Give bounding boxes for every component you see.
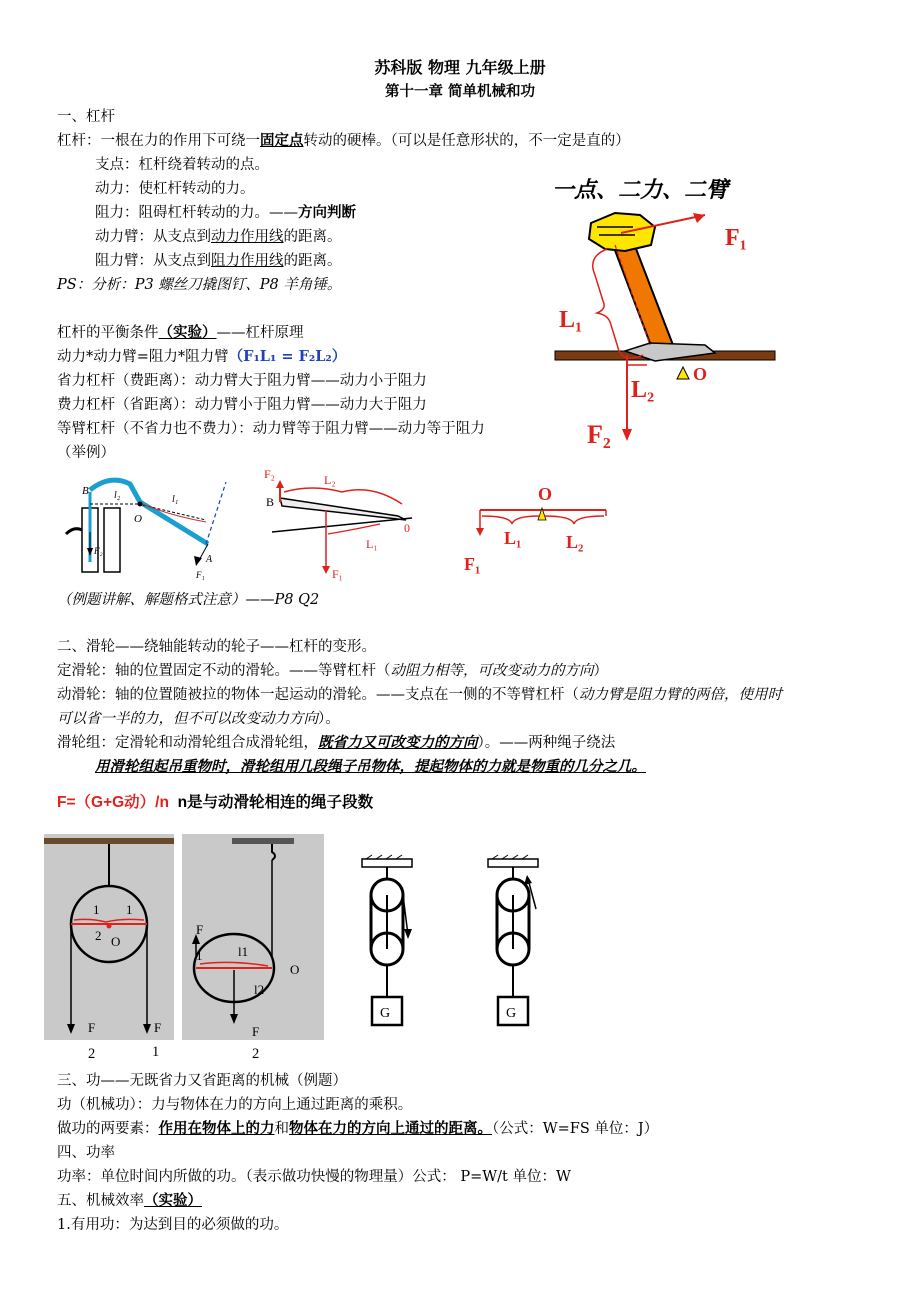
arm-lever-figure: [555, 205, 775, 455]
fixed-pulley-definition: 定滑轮：轴的位置固定不动的滑轮。——等臂杠杆（动阻力相等，可改变动力的方向）: [57, 663, 608, 679]
block1-label-g: G: [380, 1006, 391, 1021]
label-f1: F₁: [725, 225, 747, 251]
figure-caption: 一点、二力、二臂: [552, 177, 729, 203]
bar-label-f2: F₂: [264, 467, 275, 481]
efficiency-heading: 五、机械效率（实验）: [57, 1192, 202, 1209]
pump-label-f2: F₂: [94, 546, 103, 556]
balance-formula: 动力*动力臂=阻力*阻力臂（F₁L₁ = F₂L₂）: [57, 348, 347, 365]
pulley-block-rule: 用滑轮组起吊重物时，滑轮组用几段绳子吊物体，提起物体的力就是物重的几分之几。: [95, 758, 646, 775]
movable-label-ftop: F: [196, 922, 204, 937]
work-definition: 功（机械功）：力与物体在力的方向上通过距离的乘积。: [57, 1097, 413, 1113]
lever-type-equal-arm: 等臂杠杆（不省力也不费力）：动力臂等于阻力臂——动力等于阻力: [57, 421, 485, 437]
pulley-block-figure-2: [484, 855, 554, 1033]
scale-label-l2: L₂: [566, 532, 584, 552]
scale-label-l1: L₁: [504, 528, 522, 548]
fixed-label-1b: 1: [126, 902, 133, 917]
useful-work-item: 1.有用功：为达到目的必须做的功。: [57, 1217, 289, 1233]
pulley-block-figure-1: [358, 855, 428, 1033]
bar-label-l1: L₁: [366, 537, 378, 551]
pump-label-a: A: [206, 554, 213, 565]
bar-label-b: B: [266, 495, 275, 509]
arm-bar: [613, 241, 673, 351]
pump-label-f1: F₁: [196, 570, 205, 580]
work-requirements: 做功的两要素：作用在物体上的力和物体在力的方向上通过的距离。（公式：W=FS 单位：J）: [57, 1120, 659, 1137]
movable-pulley-note: 可以省一半的力，但不可以改变动力方向）。: [57, 711, 340, 727]
movable-label-1: 1: [196, 948, 203, 963]
movable-pulley-definition: 动滑轮：轴的位置随被拉的物体一起运动的滑轮。——支点在一侧的不等臂杠杆（动力臂是阻力臂的两倍，使用时: [57, 687, 782, 703]
power-heading: 四、功率: [57, 1145, 115, 1161]
fixed-caption-right: 1: [152, 1044, 160, 1060]
label-l1: L₁: [559, 307, 583, 333]
label-f2: F₂: [587, 420, 611, 449]
lever-type-distance-saving: 费力杠杆（省距离）：动力臂小于阻力臂——动力大于阻力: [57, 397, 427, 413]
movable-caption: 2: [252, 1046, 260, 1062]
pump-lever-figure: [60, 472, 240, 584]
bar-label-f1: F₁: [332, 567, 343, 581]
lever-heading: 一、杠杆: [57, 109, 115, 125]
pump-label-o: O: [134, 513, 142, 525]
movable-label-l1: l1: [238, 944, 249, 959]
fixed-label-fr: F: [154, 1020, 162, 1035]
fixed-label-1a: 1: [93, 902, 100, 917]
fixed-pulley-figure: [44, 834, 174, 1040]
fulcrum-definition: 支点：杠杆绕着转动的点。: [95, 157, 269, 173]
fixed-caption-left: 2: [88, 1046, 96, 1062]
balance-lever-figure: [460, 480, 620, 578]
pump-label-l2: l₂: [114, 490, 121, 501]
chapter-title: 第十一章 简单机械和功: [384, 83, 536, 100]
block2-label-g: G: [506, 1006, 517, 1021]
lever-definition: 杠杆：一根在力的作用下可绕一固定点转动的硬棒。（可以是任意形状的，不一定是直的）: [57, 132, 630, 149]
fixed-label-fl: F: [88, 1020, 96, 1035]
label-o: O: [693, 364, 708, 384]
movable-label-o: O: [290, 962, 300, 977]
examples-label: （举例）: [57, 445, 115, 461]
ps-note: PS：分析：P3 螺丝刀撬图钉、P8 羊角锤。: [57, 277, 342, 293]
bar-shape: [280, 498, 406, 520]
movable-label-fbot: F: [252, 1024, 260, 1039]
fixed-label-o: O: [111, 934, 121, 949]
resistance-arm-definition: 阻力臂：从支点到阻力作用线的距离。: [95, 253, 342, 269]
pump-label-l1: l₁: [172, 494, 179, 505]
example-note: （例题讲解、解题格式注意）——P8 Q2: [57, 592, 320, 608]
resistance-definition: 阻力：阻碍杠杆转动的力。——方向判断: [95, 204, 356, 221]
pulley-formula: F=（G+G动）/n n是与动滑轮相连的绳子段数: [57, 794, 374, 811]
label-l2: L₂: [631, 377, 655, 403]
bar-lever-figure: [262, 462, 422, 582]
work-heading: 三、功——无既省力又省距离的机械（例题）: [57, 1073, 347, 1089]
lever-type-force-saving: 省力杠杆（费距离）：动力臂大于阻力臂——动力小于阻力: [57, 373, 427, 389]
pulley-block-definition: 滑轮组：定滑轮和动滑轮组合成滑轮组，既省力又可改变力的方向）。——两种绳子绕法: [57, 734, 616, 751]
power-definition: 功率：单位时间内所做的功。（表示做功快慢的物理量）公式： P=W/t 单位：W: [57, 1169, 571, 1185]
fulcrum-triangle: [677, 367, 689, 379]
movable-label-l2: l2: [254, 982, 265, 997]
balance-condition: 杠杆的平衡条件（实验）——杠杆原理: [57, 324, 304, 341]
bar-label-o: 0: [404, 521, 410, 535]
pump-label-b: B: [82, 485, 89, 497]
page-title: 苏科版 物理 九年级上册: [374, 58, 546, 77]
effort-arm-definition: 动力臂：从支点到动力作用线的距离。: [95, 229, 342, 245]
effort-definition: 动力：使杠杆转动的力。: [95, 181, 255, 197]
scale-label-o: O: [538, 484, 553, 504]
scale-label-f1: F₁: [464, 554, 481, 574]
bar-label-l2: L₂: [324, 473, 336, 487]
movable-pulley-figure: [182, 834, 324, 1040]
pulley-heading: 二、滑轮——绕轴能转动的轮子——杠杆的变形。: [57, 639, 376, 655]
fixed-label-2: 2: [95, 928, 102, 943]
